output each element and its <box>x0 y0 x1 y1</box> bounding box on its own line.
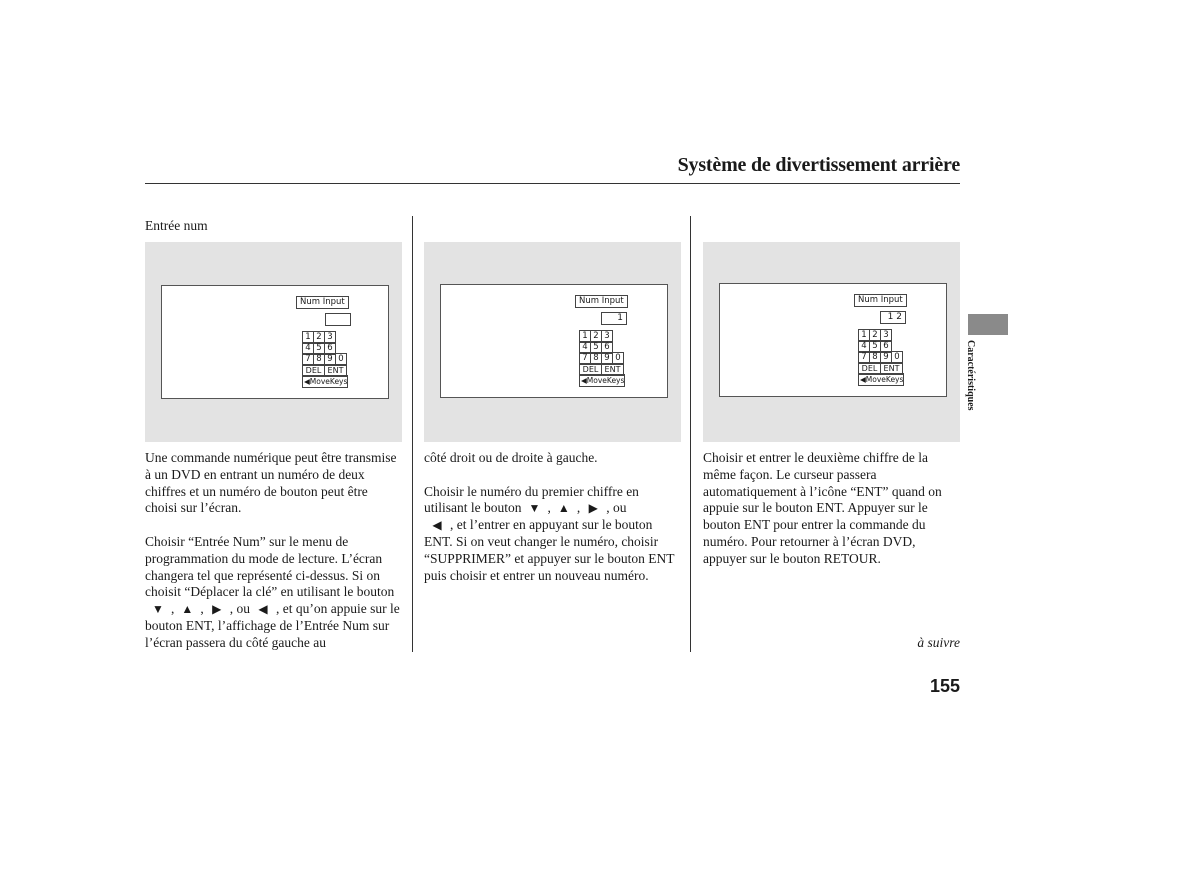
key-1: 1 <box>302 331 314 344</box>
header-rule <box>145 183 960 184</box>
key-2: 2 <box>869 329 881 342</box>
movekeys-label: MoveKeys <box>309 377 348 386</box>
key-6: 6 <box>601 341 613 354</box>
paragraph <box>424 484 682 585</box>
continued-note: à suivre <box>917 635 960 650</box>
movekeys-label: MoveKeys <box>865 375 904 384</box>
separator: , <box>576 500 581 516</box>
key-5: 5 <box>313 342 325 355</box>
key-2: 2 <box>313 331 325 344</box>
key-3: 3 <box>601 330 613 343</box>
key-0: 0 <box>335 353 347 366</box>
key-1: 1 <box>858 329 870 342</box>
paragraph-text: , et qu’on appuie sur le bouton ENT, l’affichage de l’Entrée Num sur l’écran passera du côté gauche au <box>145 601 400 650</box>
column-divider <box>412 216 413 652</box>
key-ent: ENT <box>324 364 347 377</box>
display-screen <box>719 283 947 397</box>
section-tab <box>968 314 1008 335</box>
num-input-field: 1 <box>601 312 627 325</box>
column-1 <box>145 450 403 668</box>
key-7: 7 <box>302 353 314 366</box>
column-divider <box>690 216 691 652</box>
screen-figure-3 <box>703 242 960 442</box>
number-keypad <box>859 330 904 385</box>
display-screen <box>161 285 389 399</box>
separator: , <box>171 601 175 617</box>
number-keypad <box>580 331 625 386</box>
paragraph-text: , et l’entrer en appuyant sur le bouton ENT. Si on veut changer le numéro, choisir “SUPPRIMER” et appuyer sur le bouton ENT puis choisir et entrer un nouveau numéro. <box>424 517 675 583</box>
key-del: DEL <box>858 362 881 375</box>
move-left-icon: ◀ <box>304 377 310 386</box>
screen-figure-1 <box>145 242 402 442</box>
key-4: 4 <box>579 341 591 354</box>
movekeys-label: MoveKeys <box>586 376 625 385</box>
left-arrow-icon: ◀ <box>432 518 442 533</box>
screen-figure-2 <box>424 242 681 442</box>
separator: , ou <box>229 601 250 617</box>
paragraph-text: Choisir “Entrée Num” sur le menu de programmation du mode de lecture. L’écran changera tel que représenté ci-dessus. Si on choisit “Déplacer la clé” en utilisant le bouton <box>145 533 395 600</box>
num-input-field: 1 2 <box>880 311 906 324</box>
key-2: 2 <box>590 330 602 343</box>
key-5: 5 <box>590 341 602 354</box>
move-left-icon: ◀ <box>581 376 587 385</box>
up-arrow-icon: ▲ <box>557 501 570 516</box>
separator: , ou <box>606 500 627 516</box>
key-3: 3 <box>880 329 892 342</box>
display-screen <box>440 284 668 398</box>
key-1: 1 <box>579 330 591 343</box>
down-arrow-icon: ▼ <box>528 501 541 516</box>
key-movekeys <box>858 373 904 386</box>
key-3: 3 <box>324 331 336 344</box>
column-2 <box>424 450 682 601</box>
key-9: 9 <box>324 353 336 366</box>
down-arrow-icon: ▼ <box>152 602 164 617</box>
up-arrow-icon: ▲ <box>181 602 194 617</box>
num-input-label: Num Input <box>575 295 628 308</box>
section-tab-label: Caractéristiques <box>965 340 976 411</box>
key-ent: ENT <box>880 362 903 375</box>
page-title: Système de divertissement arrière <box>677 154 960 176</box>
paragraph <box>145 534 403 652</box>
key-8: 8 <box>590 352 602 365</box>
column-3 <box>703 450 961 584</box>
number-keypad <box>303 332 348 387</box>
key-movekeys <box>302 375 348 388</box>
paragraph: Choisir et entrer le deuxième chiffre de la même façon. Le curseur passera automatiquement à l’icône “ENT” quand on appuie sur le bouton ENT. Appuyer sur le bouton ENT pour entrer la commande du numéro. Pour retourner à l’écran DVD, appuyer sur le bouton RETOUR. <box>703 450 942 566</box>
page-number: 155 <box>929 676 960 696</box>
key-7: 7 <box>858 351 870 364</box>
key-8: 8 <box>313 353 325 366</box>
key-ent: ENT <box>601 363 624 376</box>
move-left-icon: ◀ <box>860 375 866 384</box>
left-arrow-icon: ◀ <box>258 602 268 617</box>
key-4: 4 <box>858 340 870 353</box>
key-4: 4 <box>302 342 314 355</box>
right-arrow-icon: ▶ <box>212 602 222 617</box>
paragraph-text: Choisir le numéro du premier chiffre en utilisant le bouton <box>424 483 639 516</box>
key-8: 8 <box>869 351 881 364</box>
paragraph: Une commande numérique peut être transmise à un DVD en entrant un numéro de deux chiffres et un numéro de bouton peut être choisi sur l’écran. <box>145 450 397 516</box>
key-5: 5 <box>869 340 881 353</box>
key-del: DEL <box>302 364 325 377</box>
separator: , <box>547 500 551 516</box>
key-movekeys <box>579 374 625 387</box>
num-input-field <box>325 313 351 326</box>
key-9: 9 <box>601 352 613 365</box>
key-6: 6 <box>880 340 892 353</box>
key-0: 0 <box>612 352 624 365</box>
right-arrow-icon: ▶ <box>588 501 598 516</box>
key-7: 7 <box>579 352 591 365</box>
key-0: 0 <box>891 351 903 364</box>
key-del: DEL <box>579 363 602 376</box>
num-input-label: Num Input <box>296 296 349 309</box>
num-input-label: Num Input <box>854 294 907 307</box>
key-9: 9 <box>880 351 892 364</box>
separator: , <box>200 601 204 617</box>
key-6: 6 <box>324 342 336 355</box>
paragraph: côté droit ou de droite à gauche. <box>424 450 598 465</box>
section-subheading: Entrée num <box>145 218 208 233</box>
